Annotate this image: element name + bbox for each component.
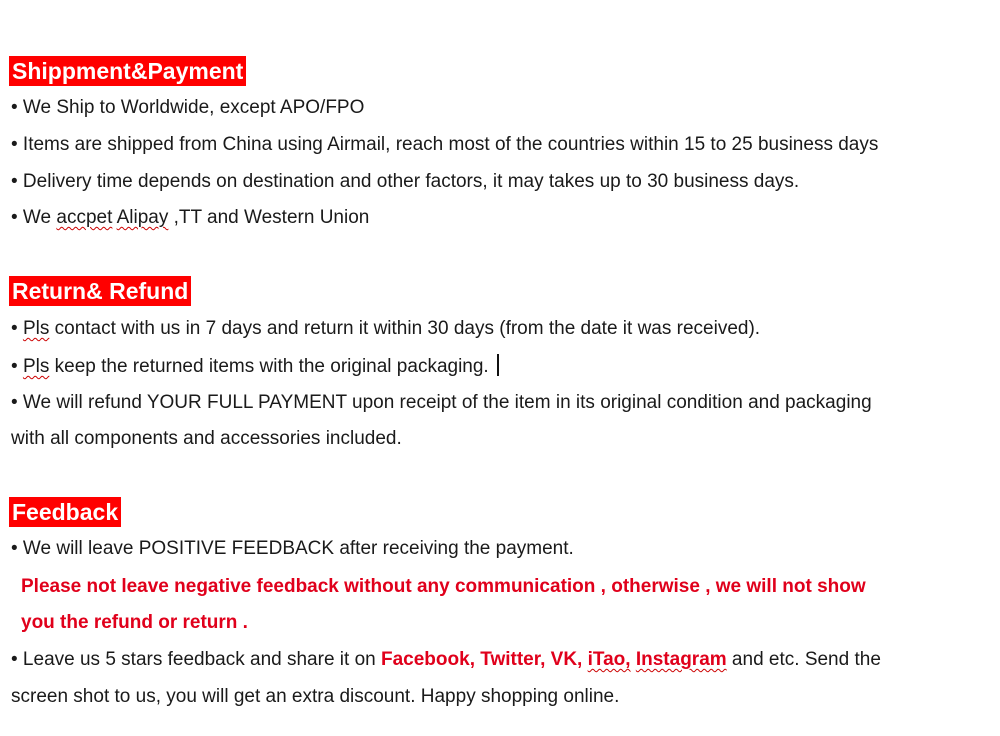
misspelled-word-pls: Pls — [22, 356, 50, 377]
share-prefix: • Leave us 5 stars feedback and share it on — [11, 649, 381, 670]
twitter-label: Twitter, — [480, 649, 546, 670]
shipping-line-worldwide: • We Ship to Worldwide, except APO/FPO — [11, 97, 365, 118]
instagram-label: Instagram — [635, 649, 727, 670]
shipping-line-airmail: • Items are shipped from China using Airmail, reach most of the countries within 15 to 25 business days — [11, 134, 879, 155]
refund-line-components: with all components and accessories included. — [11, 428, 402, 449]
misspelled-word-pls: Pls — [22, 318, 50, 339]
feedback-warning-line-2: you the refund or return . — [21, 612, 248, 633]
bullet: • — [11, 356, 23, 377]
feedback-line-positive: • We will leave POSITIVE FEEDBACK after receiving the payment. — [11, 538, 574, 559]
payment-methods-line — [11, 206, 369, 230]
refund-line-packaging — [11, 354, 499, 379]
facebook-label: Facebook, — [381, 649, 475, 670]
bullet: • — [11, 318, 23, 339]
refund-line-contact — [11, 317, 760, 341]
shipping-payment-heading: Shippment&Payment — [9, 56, 246, 86]
share-suffix: and etc. Send the — [726, 649, 881, 670]
feedback-warning-line-1: Please not leave negative feedback without any communication , otherwise , we will not show — [21, 576, 866, 597]
refund-line-full-payment: • We will refund YOUR FULL PAYMENT upon receipt of the item in its original condition and packaging — [11, 392, 872, 413]
itao-label: iTao, — [587, 649, 631, 670]
payment-prefix: • We — [11, 207, 57, 228]
refund-packaging-text: keep the returned items with the original packaging. — [49, 356, 489, 377]
payment-suffix: ,TT and Western Union — [168, 207, 370, 228]
text-cursor — [497, 354, 499, 376]
refund-contact-text: contact with us in 7 days and return it within 30 days (from the date it was received). — [49, 318, 761, 339]
misspelled-word-alipay: Alipay — [116, 207, 169, 228]
return-refund-heading: Return& Refund — [9, 276, 191, 306]
feedback-share-line — [11, 648, 881, 672]
feedback-line-discount: screen shot to us, you will get an extra discount. Happy shopping online. — [11, 686, 620, 707]
vk-label: VK, — [550, 649, 583, 670]
feedback-heading: Feedback — [9, 497, 121, 527]
misspelled-word-accpet: accpet — [56, 207, 113, 228]
shipping-line-delivery-time: • Delivery time depends on destination and other factors, it may takes up to 30 business days. — [11, 171, 800, 192]
